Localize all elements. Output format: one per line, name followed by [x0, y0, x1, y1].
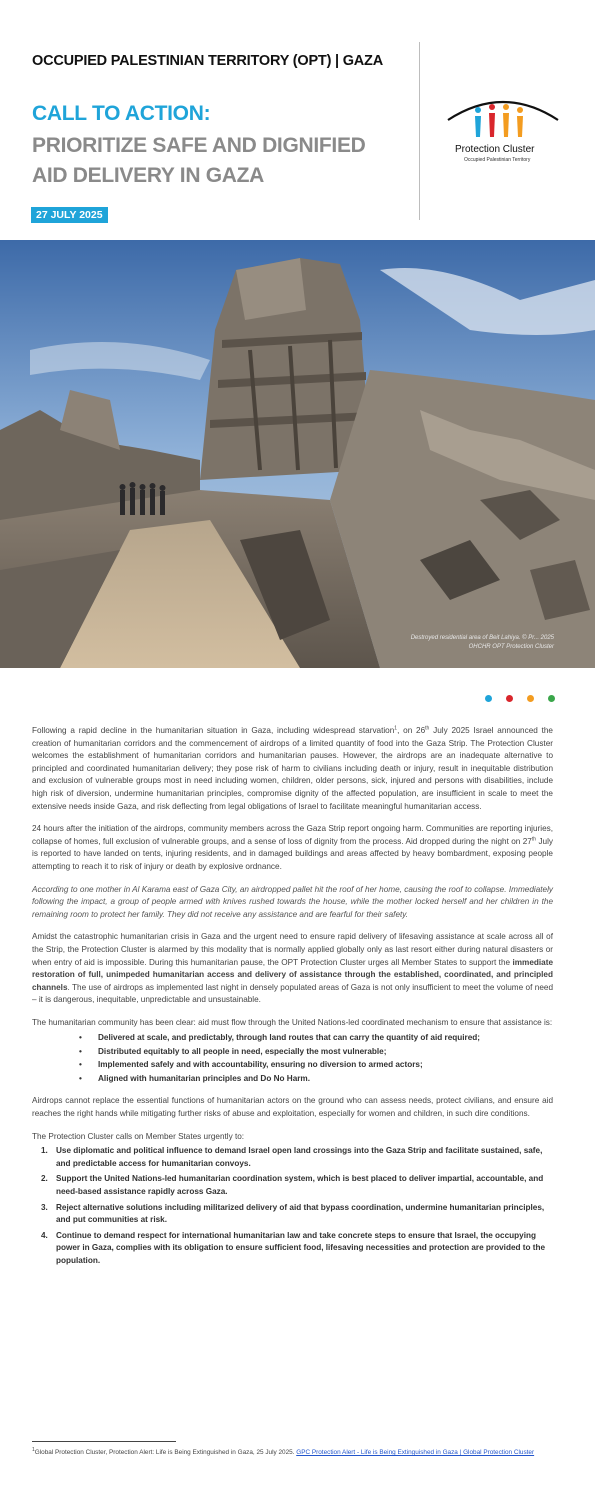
photo-caption-line-2: OHCHR OPT Protection Cluster	[468, 644, 554, 650]
list-text: Continue to demand respect for international humanitarian law and take concrete steps to ensure that Israel, the occupying power in Gaza, complies with its obligation to ensure sufficient food, lifesaving necessities and protection are provided to the population.	[56, 1230, 546, 1265]
hero-photo-destroyed-buildings	[0, 240, 595, 668]
logo-figure-red	[489, 104, 495, 137]
paragraph-requirements: The humanitarian community has been clear: aid must flow through the United Nations-led coordinated mechanism to ensure that assistance is:	[32, 1017, 553, 1027]
logo-figure-green	[517, 107, 523, 137]
list-item	[41, 1145, 553, 1170]
paragraph-airdrops: Airdrops cannot replace the essential functions of humanitarian actors on the ground who can assess needs, protect civilians, and ensure aid reaches the right hands while mitigating further risks of abuse and exploitation, especially for women and children, in such dire conditions.	[32, 1096, 553, 1119]
alarm-text-bold: immediate restoration of full, unimpeded humanitarian access and delivery of assistance through the established, coordinated, and principled channels	[32, 957, 553, 992]
list-item	[41, 1173, 553, 1198]
accent-dots	[485, 695, 555, 702]
accent-dot-green	[548, 695, 555, 702]
header-divider	[419, 42, 420, 220]
paragraph-testimony: According to one mother in Al Karama east of Gaza City, an airdropped pallet hit the roof of her home, causing the roof to collapse. Immediately following the impact, a group of people armed with knives rushed towards the house, while the mother locked herself and her children in the remaining room to protect her family. They did not receive any assistance and are fearful for their safety.	[32, 884, 553, 919]
list-number: 4.	[41, 1230, 48, 1240]
body-content	[32, 725, 553, 1271]
list-number: 1.	[41, 1146, 48, 1156]
accent-dot-blue	[485, 695, 492, 702]
logo-figure-orange	[503, 104, 509, 137]
date-badge: 27 JULY 2025	[31, 207, 108, 223]
footnote-text: Global Protection Cluster, Protection Alert: Life is Being Extinguished in Gaza, 25 July 2025.	[34, 1449, 297, 1456]
alarm-text-b: . The use of airdrops as implemented last night in densely populated areas of Gaza is not only insufficient to meet the volume of need – it is dangerous, inequitable, unpredictable and unsustainable.	[32, 982, 553, 1005]
footnote-link[interactable]: GPC Protection Alert - Life is Being Extinguished in Gaza | Global Protection Cluster	[296, 1449, 535, 1456]
accent-dot-red	[506, 695, 513, 702]
footnote	[32, 1448, 552, 1458]
intro-text-c: July 2025 Israel announced the creation of humanitarian corridors and the commencement of airdrops of a limited quantity of food into the Gaza Strip. The Protection Cluster welcomes the establishment of humanitarian corridors and humanitarian pauses. However, the airdrops are an inadequate alternative to principled and coordinated humanitarian delivery; they pose risk of harm to civilians including death or injury, result in inequitable distribution and exclusion of vulnerable groups most in need including women, children, older persons, sick, injured and persons with disabilities, include high risk of diversion, undermine humanitarian principles, compromise dignity of the affected population, are insufficient in scale to meet the extensive needs inside Gaza, and risk deflecting from legal obligations of Israel to facilitate meaningful humanitarian access.	[32, 726, 553, 811]
paragraph-alarm	[32, 931, 553, 1007]
alarm-text-a: Amidst the catastrophic humanitarian crisis in Gaza and the urgent need to ensure rapid delivery of lifesaving assistance at scale across all of the Strip, the Protection Cluster is alarmed by this modality that is normally applied globally only as last resort either during natural disasters or when entry of aid is impossible. During this humanitarian pause, the OPT Protection Cluster urges all Member States to support the	[32, 932, 553, 967]
harm-text-b: July is reported to have landed on tents, injuring residents, and in damaged buildings and areas affected by heavy bombardment, exposing people attempting to reach it to risk of injury or death by explosive ordnance.	[32, 836, 554, 871]
footnote-ref[interactable]: 1	[394, 725, 398, 732]
region-title: OCCUPIED PALESTINIAN TERRITORY (OPT) | GAZA	[32, 53, 383, 69]
logo-subtitle: Occupied Palestinian Territory	[464, 157, 531, 163]
calls-list	[32, 1145, 553, 1267]
logo-figure-blue	[475, 107, 481, 137]
footnote-number: 1	[32, 1446, 35, 1453]
list-number: 2.	[41, 1174, 48, 1184]
accent-dot-orange	[527, 695, 534, 702]
title-line-2: AID DELIVERY IN GAZA	[32, 164, 265, 187]
call-to-action-heading: CALL TO ACTION:	[32, 102, 211, 125]
footnote-divider	[32, 1441, 176, 1442]
photo-caption-line-1: Destroyed residential area of Beit Lahiya. © Pr... 2025	[410, 635, 554, 641]
list-item	[41, 1230, 553, 1268]
list-item: • Implemented safely and with accountability, ensuring no diversion to armed actors;	[98, 1058, 553, 1072]
requirements-list	[32, 1031, 553, 1085]
list-item: • Delivered at scale, and predictably, through land routes that can carry the quantity of aid required;	[98, 1031, 553, 1045]
list-text: Use diplomatic and political influence to demand Israel open land crossings into the Gaza Strip and facilitate sustained, safe, and predictable access for humanitarian convoys.	[56, 1146, 543, 1168]
list-number: 3.	[41, 1202, 48, 1212]
list-text: Reject alternative solutions including militarized delivery of aid that bypass coordination, undermine humanitarian principles, and put communities at risk.	[56, 1202, 545, 1225]
intro-text-b: , on 26	[397, 726, 426, 735]
list-item	[41, 1202, 553, 1227]
photo-caption	[364, 634, 554, 652]
intro-text-a: Following a rapid decline in the humanitarian situation in Gaza, including widespread starvation	[32, 726, 395, 735]
ordinal-suffix: th	[531, 836, 537, 843]
document-title	[32, 131, 412, 191]
logo-name: Protection Cluster	[455, 144, 535, 155]
paragraph-harm	[32, 823, 553, 873]
ordinal-suffix: th	[425, 725, 430, 732]
harm-text-a: 24 hours after the initiation of the airdrops, community members across the Gaza Strip report ongoing harm. Communities are reporting injuries, collapse of homes, full exclusion of vulnerable groups, and a sense of loss of dignity from the process. Aid dropped during the night on 27	[32, 824, 553, 846]
title-line-1: PRIORITIZE SAFE AND DIGNIFIED	[32, 134, 366, 157]
paragraph-calls: The Protection Cluster calls on Member States urgently to:	[32, 1131, 245, 1141]
list-item: • Distributed equitably to all people in need, especially the most vulnerable;	[98, 1045, 553, 1059]
list-item: • Aligned with humanitarian principles and Do No Harm.	[98, 1072, 553, 1086]
list-text: Support the United Nations-led humanitarian coordination system, which is best placed to deliver impartial, accountable, and need-based assistance rapidly across Gaza.	[56, 1174, 544, 1197]
paragraph-intro	[32, 725, 553, 813]
